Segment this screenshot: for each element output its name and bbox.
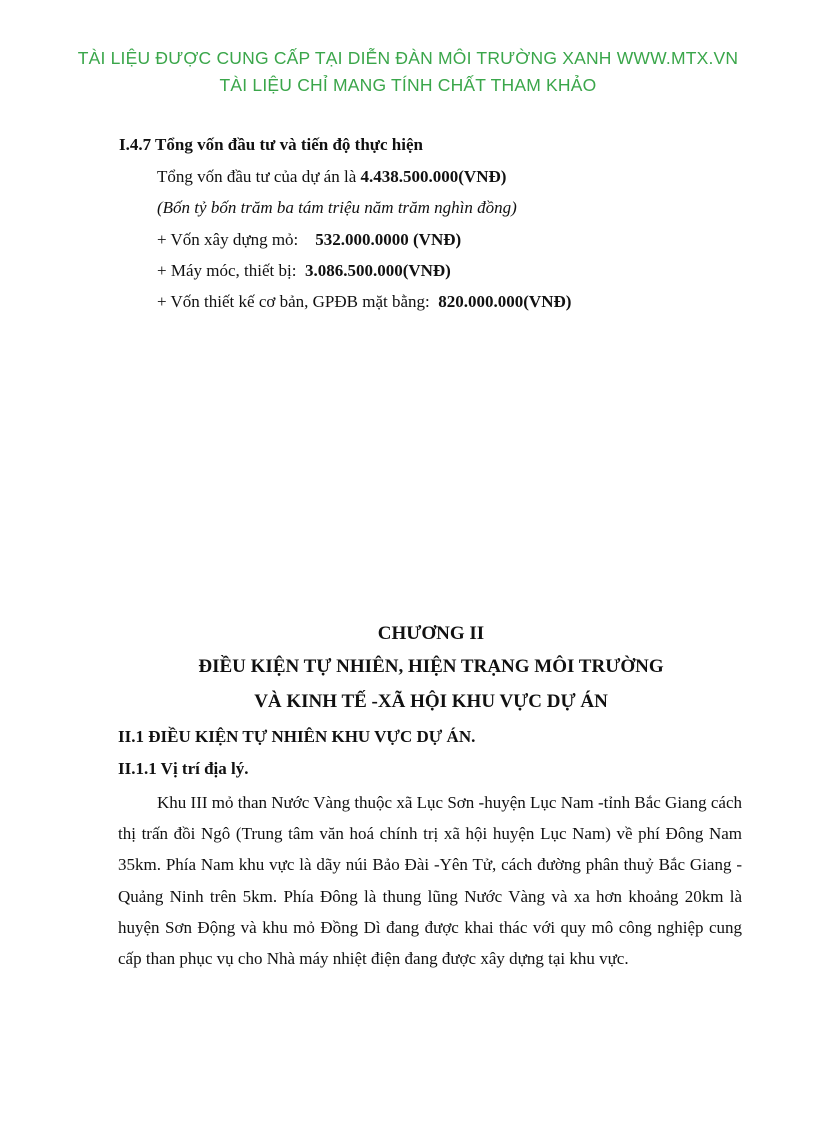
investment-item-construction [157, 230, 461, 250]
section-heading-natural-conditions: II.1 ĐIỀU KIỆN TỰ NHIÊN KHU VỰC DỰ ÁN. [118, 727, 476, 746]
total-investment-label: Tổng vốn đầu tư của dự án là [157, 167, 361, 186]
total-investment-words [157, 198, 517, 218]
investment-item-equipment [157, 261, 451, 281]
total-investment-words-text: (Bốn tỷ bốn trăm ba tám triệu năm trăm nghìn đồng) [157, 198, 517, 217]
chapter-title-line-1: ĐIỀU KIỆN TỰ NHIÊN, HIỆN TRẠNG MÔI TRƯỜNG [198, 656, 664, 677]
investment-item-label: + Vốn thiết kế cơ bản, GPĐB mặt bằng: [157, 292, 439, 311]
section-title-investment: I.4.7 Tổng vốn đầu tư và tiến độ thực hiện [119, 135, 423, 154]
subsection-heading-location: II.1.1 Vị trí địa lý. [118, 759, 249, 778]
watermark-line-2: TÀI LIỆU CHỈ MANG TÍNH CHẤT THAM KHẢO [219, 75, 597, 95]
investment-item-value: 3.086.500.000(VNĐ) [304, 261, 451, 280]
chapter-title-line-2: VÀ KINH TẾ -XÃ HỘI KHU VỰC DỰ ÁN [254, 691, 608, 712]
chapter-number: CHƯƠNG II [377, 623, 485, 644]
investment-item-value: 532.000.0000 (VNĐ) [315, 230, 462, 249]
total-investment-value: 4.438.500.000(VNĐ) [360, 167, 507, 186]
watermark-line-1: TÀI LIỆU ĐƯỢC CUNG CẤP TẠI DIỄN ĐÀN MÔI TRƯỜNG XANH WWW.MTX.VN [77, 48, 739, 68]
investment-item-label: + Vốn xây dựng mỏ: [157, 230, 316, 249]
investment-item-value: 820.000.000(VNĐ) [438, 292, 572, 311]
location-paragraph: Khu III mỏ than Nước Vàng thuộc xã Lục Sơn -huyện Lục Nam -tỉnh Bắc Giang cách thị trấn đồi Ngô (Trung tâm văn hoá chính trị xã hội huyện Lục Nam) về phí Đông Nam 35km. Phía Nam khu vực là dãy núi Bảo Đài -Yên Tử, cách đường phân thuỷ Bắc Giang -Quảng Ninh trên 5km. Phía Đông là thung lũng Nước Vàng và xa hơn khoảng 20km là huyện Sơn Động và khu mỏ Đồng Dì đang được khai thác với quy mô công nghiệp cung cấp than phục vụ cho Nhà máy nhiệt điện đang được xây dựng tại khu vực. [118, 793, 742, 969]
total-investment-line [157, 167, 506, 187]
investment-item-label: + Máy móc, thiết bị: [157, 261, 305, 280]
investment-item-design [157, 292, 571, 312]
